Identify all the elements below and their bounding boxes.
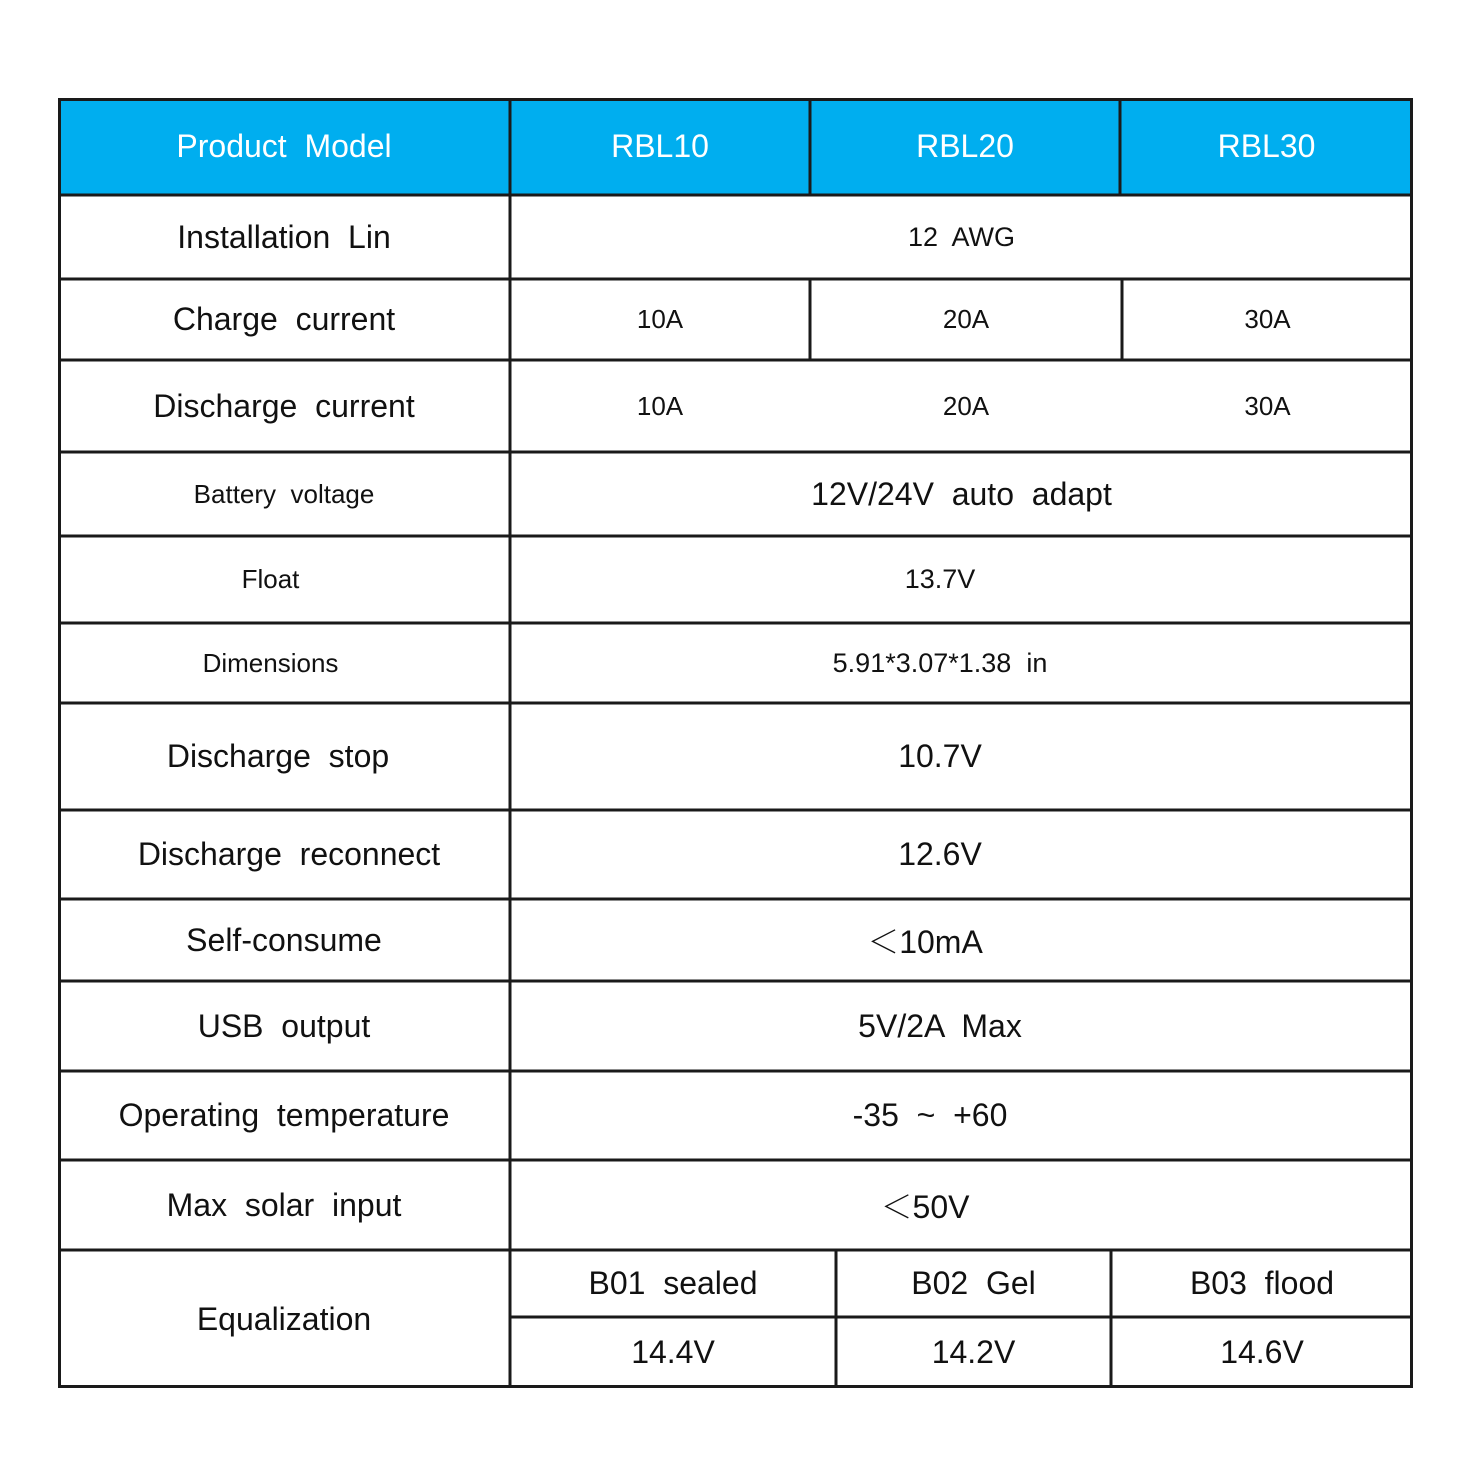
self-consume-value: ＜10mA [867, 924, 983, 960]
equalization-value-b01: 14.4V [631, 1334, 715, 1370]
charge-current-rbl10: 10A [636, 304, 684, 334]
discharge-current-label: Discharge current [153, 387, 415, 424]
discharge-current-rbl10: 10A [636, 390, 684, 421]
header-model-rbl30: RBL30 [1217, 128, 1316, 164]
operating-temperature-label: Operating temperature [118, 1097, 450, 1133]
equalization-value-b03: 14.6V [1220, 1334, 1304, 1370]
float-label: Float [241, 564, 300, 594]
max-solar-input-value: ＜50V [880, 1189, 970, 1225]
discharge-reconnect-value: 12.6V [898, 836, 982, 872]
equalization-label: Equalization [196, 1300, 372, 1337]
discharge-stop-value: 10.7V [898, 738, 982, 774]
discharge-current-rbl20: 20A [942, 390, 990, 421]
header-model-rbl10: RBL10 [611, 128, 709, 164]
charge-current-rbl30: 30A [1244, 304, 1291, 334]
discharge-current-rbl30: 30A [1244, 390, 1291, 421]
installation-line-value: 12 AWG [907, 221, 1016, 252]
equalization-type-b01: B01 sealed [588, 1265, 758, 1301]
battery-voltage-label: Battery voltage [193, 478, 375, 509]
equalization-type-b03: B03 flood [1189, 1265, 1335, 1301]
charge-current-label: Charge current [172, 301, 396, 337]
dimensions-label: Dimensions [202, 647, 339, 678]
max-solar-input-label: Max solar input [166, 1186, 402, 1223]
spec-table [58, 98, 1413, 1388]
self-consume-label: Self-consume [186, 921, 382, 958]
discharge-reconnect-label: Discharge reconnect [137, 836, 441, 872]
operating-temperature-value: -35 ~ +60 [852, 1097, 1008, 1133]
header-label: Product Model [176, 128, 392, 164]
usb-output-label: USB output [197, 1007, 371, 1044]
equalization-type-b02: B02 Gel [911, 1265, 1036, 1301]
float-value: 13.7V [904, 564, 976, 594]
installation-line-label: Installation Lin [177, 218, 391, 255]
discharge-stop-label: Discharge stop [166, 738, 390, 774]
header-model-rbl20: RBL20 [916, 128, 1014, 164]
usb-output-value: 5V/2A Max [858, 1007, 1022, 1044]
equalization-value-b02: 14.2V [931, 1334, 1016, 1370]
charge-current-rbl20: 20A [942, 304, 990, 334]
battery-voltage-value: 12V/24V auto adapt [811, 475, 1112, 512]
dimensions-value: 5.91*3.07*1.38 in [832, 647, 1048, 678]
